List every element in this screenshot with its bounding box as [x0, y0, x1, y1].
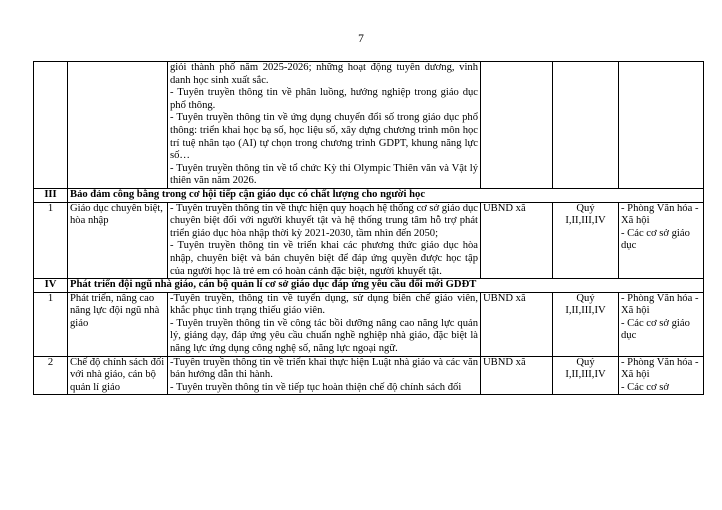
unit-cell: UBND xã	[481, 202, 553, 279]
page-number: 7	[358, 33, 364, 45]
coordination-cell	[619, 356, 704, 395]
stt-cell: 2	[34, 356, 68, 395]
content-line: - Tuyên truyền thông tin về phân luồng, hướng nghiệp trong giáo dục phổ thông.	[170, 87, 478, 111]
unit-cell: UBND xã	[481, 292, 553, 356]
plan-table	[33, 61, 704, 395]
continuation-row	[34, 62, 704, 189]
time-cell	[553, 292, 619, 356]
table-row	[34, 292, 704, 356]
content-line: - Tuyên truyền thông tin về thực hiện quy hoạch hệ thống cơ sở giáo dục chuyên biệt đối với người khuyết tật và hệ thống trung tâm hỗ trợ phát triển giáo dục hòa nhập thời kỳ 2021-2030, tầm nhìn đến 2050;	[170, 202, 478, 239]
coordination-item: - Phòng Văn hóa - Xã hội	[621, 292, 699, 317]
content-line: - Tuyên truyền thông tin về ứng dụng chuyển đổi số trong giáo dục phổ thông: triển khai học bạ số, học liệu số, xây dựng chương trình môn học trí tuệ nhân tạo (AI) tự chọn trong chương trình GDPT, khung năng lực số…	[170, 112, 478, 162]
coordination-item: - Các cơ sở giáo dục	[621, 227, 690, 252]
time-label: Quý	[576, 292, 595, 304]
content-line: - Tuyên truyền thông tin về triển khai các phương thức giáo dục hòa nhập, chuyên biệt và bán chuyên biệt để đáp ứng quyền được học tập của người học là trẻ em có hoàn cảnh đặc biệt, người khuyết tật.	[170, 240, 478, 277]
time-quarters: I,II,III,IV	[565, 305, 606, 317]
time-label: Quý	[576, 356, 595, 368]
section-header-row	[34, 188, 704, 202]
time-label: Quý	[576, 202, 595, 214]
coordination-cell	[619, 292, 704, 356]
stt-cell: 1	[34, 292, 68, 356]
task-cell: Chế độ chính sách đối với nhà giáo, cán bộ quản lí giáo	[68, 356, 168, 395]
time-cell	[553, 62, 619, 189]
content-cell	[168, 292, 481, 356]
content-cell	[168, 62, 481, 189]
coordination-cell	[619, 202, 704, 279]
content-line: - Tuyên truyền thông tin về tổ chức Kỳ thi Olympic Thiên văn và Vật lý thiên văn năm 2026.	[170, 162, 478, 187]
task-cell: Phát triển, nâng cao năng lực đội ngũ nhà giáo	[68, 292, 168, 356]
content-line: - Tuyên truyền thông tin về tiếp tục hoàn thiện chế độ chính sách đối	[170, 381, 462, 393]
content-cell	[168, 356, 481, 395]
content-line: -Tuyên truyền thông tin về triển khai thực hiện Luật nhà giáo và các văn bản hướng dẫn thi hành.	[170, 356, 478, 381]
time-cell	[553, 202, 619, 279]
time-cell	[553, 356, 619, 395]
section-title: Bảo đảm công bằng trong cơ hội tiếp cận giáo dục có chất lượng cho người học	[68, 188, 704, 202]
content-line: giỏi thành phố năm 2025-2026; những hoạt động tuyên dương, vinh danh học sinh xuất sắc.	[170, 62, 478, 86]
section-roman: III	[34, 188, 68, 202]
coordination-cell	[619, 62, 704, 189]
content-cell	[168, 202, 481, 279]
time-quarters: I,II,III,IV	[565, 215, 606, 227]
coordination-item: - Phòng Văn hóa - Xã hội	[621, 202, 699, 227]
task-cell	[68, 62, 168, 189]
task-cell: Giáo dục chuyên biệt, hòa nhập	[68, 202, 168, 279]
stt-cell	[34, 62, 68, 189]
unit-cell	[481, 62, 553, 189]
coordination-item: - Phòng Văn hóa - Xã hội	[621, 356, 699, 381]
content-line: -Tuyên truyền, thông tin về tuyển dụng, sử dụng biên chế giáo viên, khắc phục tình trạng thiếu giáo viên.	[170, 292, 478, 317]
table-row	[34, 202, 704, 279]
stt-cell: 1	[34, 202, 68, 279]
coordination-item: - Các cơ sở giáo dục	[621, 317, 690, 342]
section-header-row	[34, 279, 704, 293]
coordination-item: - Các cơ sở	[621, 381, 669, 393]
section-title: Phát triển đội ngũ nhà giáo, cán bộ quản lí cơ sở giáo dục đáp ứng yêu cầu đổi mới GDĐT	[68, 279, 704, 293]
section-roman: IV	[34, 279, 68, 293]
table-row	[34, 356, 704, 395]
time-quarters: I,II,III,IV	[565, 369, 606, 381]
unit-cell: UBND xã	[481, 356, 553, 395]
content-line: - Tuyên truyền thông tin về công tác bồi dưỡng nâng cao năng lực quản lý, giảng dạy, đáp ứng yêu cầu chuẩn nghề nghiệp nhà giáo, đặc biệt là năng lực ứng dụng công nghệ số, năng lực ngoại ngữ.	[170, 317, 478, 355]
